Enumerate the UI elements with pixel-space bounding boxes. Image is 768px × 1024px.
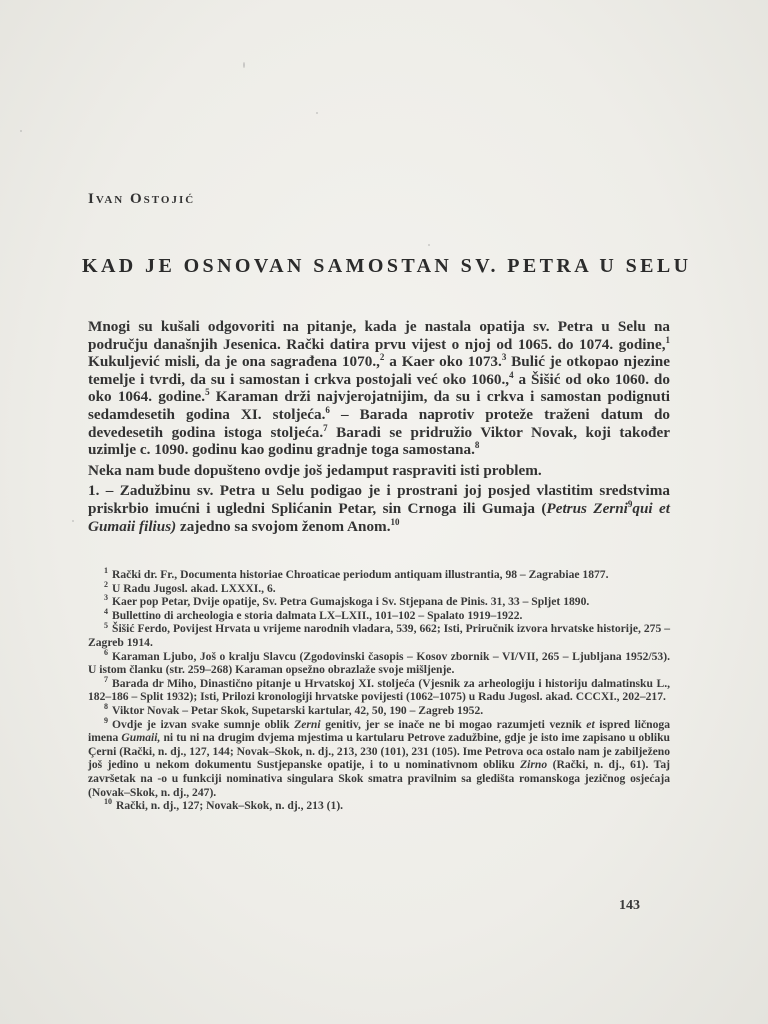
- text-run: Bulić je otkopao njezine temelje i tvrdi, da su i samostan i crkva postojali već oko 1060.,: [88, 353, 670, 388]
- text-run: a Šišić od oko 1060. do oko 1064. godine.: [88, 370, 670, 406]
- author-name: Ivan Ostojić: [88, 191, 196, 207]
- footnote-number: 4: [104, 606, 108, 616]
- text-run: Mnogi su kušali odgovoriti na pitanje, kada je nastala opatija sv. Petra u Selu na području današnjih Jesenica. Rački datira prvu vijest o njoj od 1065. do 1074. godine,: [88, 318, 670, 353]
- footnote-number: 8: [104, 702, 108, 712]
- footnote-item: [88, 704, 670, 718]
- footnote-number: 2: [104, 579, 108, 589]
- footnote-marker: 8: [474, 440, 480, 451]
- footnote-marker: 2: [379, 352, 385, 363]
- article-body: [88, 318, 670, 535]
- scan-speck: [20, 130, 22, 132]
- text-run: a Kaer oko 1073.: [384, 353, 502, 371]
- text-run: Šišić Ferdo, Povijest Hrvata u vrijeme narodnih vladara, 539, 662; Isti, Priručnik izvora hrvatske historije, 275 – Zagreb 1914.: [88, 622, 670, 649]
- scan-speck: [72, 520, 74, 522]
- page-number: 143: [619, 898, 640, 913]
- footnote-marker: 4: [509, 369, 514, 380]
- italic-text: qui et Gumaii filius): [88, 499, 670, 535]
- article-title: KAD JE OSNOVAN SAMOSTAN SV. PETRA U SELU: [82, 255, 692, 277]
- footnote-marker: 7: [323, 422, 328, 433]
- text-run: ni tu ni na drugim dvjema mjestima u kartularu Petrove zadužbine, gdje je isto ime zapisano u obliku Çerni (Rački, n. dj., 127, 144; Novak–Skok, n. dj., 213, 230 (101), 231 (105). Ime Petrova oca ostalo nam je zabilježeno još jedino u nekom dokumentu Sustjepanske opatije, i to u nominativnom obliku: [88, 731, 670, 772]
- body-paragraph: [88, 462, 670, 480]
- text-run: Kaer pop Petar, Dvije opatije, Sv. Petra Gumajskoga i Sv. Stjepana de Pinis. 31, 33 – Spljet 1890.: [112, 595, 590, 609]
- text-run: genitiv, jer se inače ne bi mogao razumjeti veznik: [320, 717, 587, 731]
- footnote-item: [88, 606, 670, 623]
- scan-speck: [316, 112, 318, 114]
- italic-text: et: [586, 717, 595, 731]
- text-run: Baradi se pridružio Viktor Novak, koji također uzimlje c. 1090. godinu kao godinu gradnje toga samostana.: [88, 423, 670, 459]
- footnote-item: [88, 595, 670, 609]
- footnote-item: [88, 622, 670, 649]
- text-run: – Barada naprotiv proteže traženi datum do devedesetih godina istoga stoljeća.: [88, 405, 670, 441]
- italic-text: Zerni: [294, 717, 321, 731]
- italic-text: Gumaii,: [121, 731, 161, 745]
- text-run: Barada dr Miho, Dinastično pitanje u Hrvatskoj XI. stoljeća (Vjesnik za arheologiju i historiju dalmatinsku L., 182–186 – Split 1932); Isti, Prilozi kronologiji hrvatske povijesti (1062–1075) u Radu Jugosl. akad. CCCXI., 202–217.: [88, 676, 670, 704]
- footnote-item: [88, 579, 670, 596]
- footnote-item: [88, 674, 670, 704]
- italic-text: Zirno: [520, 758, 548, 772]
- footnote-marker: 1: [665, 334, 670, 345]
- footnote-number: 3: [104, 593, 108, 603]
- footnote-number: 6: [104, 647, 108, 657]
- footnote-item: [88, 799, 670, 813]
- footnotes: [88, 568, 670, 813]
- text-run: Bullettino di archeologia e storia dalmata LX–LXII., 101–102 – Spalato 1919–1922.: [112, 608, 523, 622]
- footnote-number: 5: [104, 620, 108, 630]
- body-paragraph: [88, 318, 670, 459]
- footnote-number: 9: [104, 715, 108, 725]
- text-run: Kukuljević misli, da je ona sagrađena 1070.,: [88, 353, 380, 371]
- text-run: Karaman Ljubo, Još o kralju Slavcu (Zgodovinski časopis – Kosov zbornik – VI/VII, 265 – Ljubljana 1952/53). U istom članku (str. 259–268) Karaman opsežno obrazlaže svoje mišljenje.: [88, 649, 670, 677]
- footnote-number: 7: [104, 674, 108, 684]
- italic-text: Petrus Zerni: [546, 499, 628, 517]
- footnote-item: [88, 715, 671, 800]
- text-run: (Rački, n. dj., 61). Taj završetak na -o u funkciji nominativa singulara Skok smatra pravilnim sa gledišta romanskoga jezičnog osjećaja (Novak–Skok, n. dj., 247).: [88, 758, 670, 799]
- text-run: Karaman drži najvjerojatnijim, da su i crkva i samostan podignuti sedamdesetih godina XI. stoljeća.: [88, 388, 670, 423]
- text-run: Rački dr. Fr., Documenta historiae Chroaticae periodum antiquam illustrantia, 98 – Zagrabiae 1877.: [112, 568, 609, 581]
- text-run: Viktor Novak – Petar Skok, Supetarski kartular, 42, 50, 190 – Zagreb 1952.: [112, 703, 484, 717]
- text-run: Neka nam bude dopušteno ovdje još jedamput raspraviti isti problem.: [88, 461, 542, 479]
- footnote-item: [88, 647, 670, 677]
- text-run: Rački, n. dj., 127; Novak–Skok, n. dj., 213 (1).: [116, 799, 344, 813]
- text-run: U Radu Jugosl. akad. LXXXI., 6.: [112, 581, 276, 595]
- footnote-marker: 9: [627, 498, 633, 509]
- text-run: 1. – Zadužbinu sv. Petra u Selu podigao je i prostrani joj posjed vlastitim sredstvima priskrbio imućni i ugledni Splićanin Petar, sin Crnoga ili Gumaja (: [88, 482, 670, 517]
- footnote-item: [88, 568, 670, 582]
- footnote-marker: 3: [501, 352, 507, 363]
- footnote-number: 10: [104, 797, 112, 807]
- scan-speck: [428, 244, 430, 246]
- footnote-marker: 5: [205, 387, 210, 398]
- footnote-number: 1: [104, 566, 108, 576]
- scan-speck: [243, 62, 245, 68]
- body-paragraph: [88, 482, 670, 535]
- text-run: Ovdje je izvan svake sumnje oblik: [112, 717, 295, 731]
- text-run: ispred ličnoga imena: [88, 717, 671, 745]
- footnote-marker: 10: [390, 516, 400, 527]
- footnote-marker: 6: [325, 404, 330, 415]
- text-run: zajedno sa svojom ženom Anom.: [176, 517, 391, 535]
